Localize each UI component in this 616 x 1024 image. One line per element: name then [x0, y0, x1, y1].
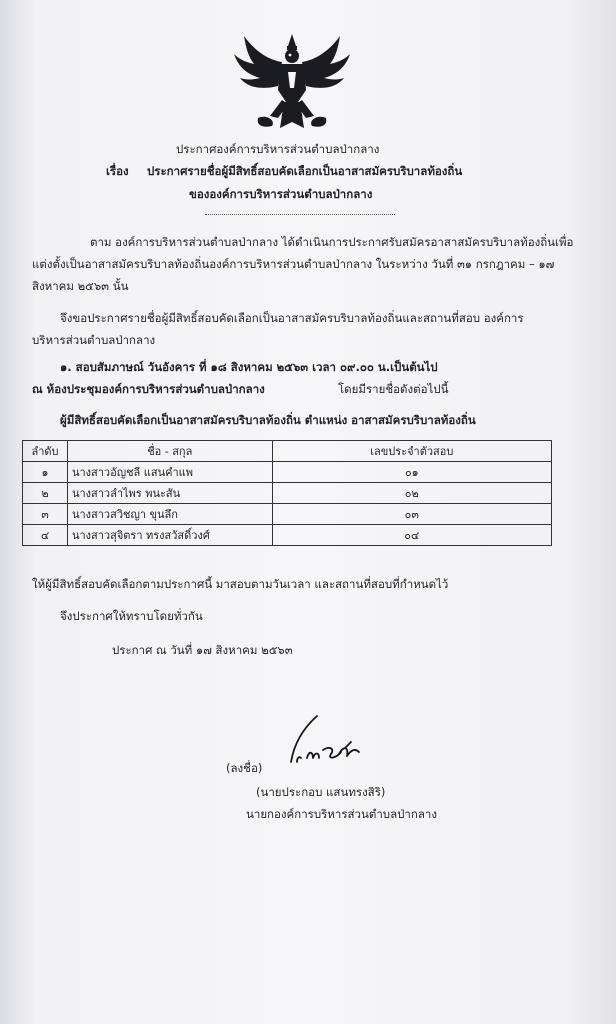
paragraph-2-line-2: บริหารส่วนตำบลป่ากลาง	[32, 333, 156, 347]
subject-title-line2: ขององค์การบริหารส่วนตำบลป่ากลาง	[189, 187, 373, 201]
subject-title: ประกาศรายชื่อผู้มีสิทธิ์สอบคัดเลือกเป็นอาสาสมัครบริบาลท้องถิ่น	[147, 164, 463, 178]
sign-label: (ลงชื่อ)	[226, 761, 263, 775]
closing-instruction: ให้ผู้มีสิทธิ์สอบคัดเลือกตามประกาศนี้ มาสอบตามวันเวลา และสถานที่สอบที่กำหนดไว้	[32, 577, 449, 591]
announcement-date: ประกาศ ณ วันที่ ๑๗ สิงหาคม ๒๕๖๓	[112, 643, 293, 657]
handwritten-signature	[283, 712, 363, 770]
cell-order: ๔	[23, 525, 68, 546]
cell-exam-id: ๐๔	[272, 525, 551, 546]
table-row	[23, 483, 552, 504]
exam-venue: ณ ห้องประชุมองค์การบริหารส่วนตำบลป่ากลาง	[32, 382, 265, 396]
cell-exam-id: ๐๑	[272, 462, 551, 483]
col-header-exam-id: เลขประจำตัวสอบ	[272, 441, 551, 462]
exam-venue-suffix: โดยมีรายชื่อดังต่อไปนี้	[338, 382, 449, 396]
paragraph-1-line-3: สิงหาคม ๒๕๖๓ นั้น	[32, 279, 129, 293]
cell-order: ๒	[23, 483, 68, 504]
table-header-row	[23, 441, 552, 462]
candidate-table	[22, 440, 552, 546]
cell-name: นางสาวลำไพร พนะสัน	[67, 483, 272, 504]
exam-schedule: ๑. สอบสัมภาษณ์ วันอังคาร ที่ ๑๘ สิงหาคม ๒๕๖๓ เวลา ๐๙.๐๐ น.เป็นต้นไป	[60, 360, 438, 374]
cell-exam-id: ๐๓	[272, 504, 551, 525]
closing-announcement: จึงประกาศให้ทราบโดยทั่วกัน	[60, 609, 203, 623]
issuer-line: ประกาศองค์การบริหารส่วนตำบลป่ากลาง	[176, 142, 380, 156]
cell-name: นางสาวอัญชลี แสนคำแพ	[67, 462, 272, 483]
cell-exam-id: ๐๒	[272, 483, 551, 504]
paragraph-1-line-1: ตาม องค์การบริหารส่วนตำบลป่ากลาง ได้ดำเนินการประกาศรับสมัครอาสาสมัครบริบาลท้องถิ่นเพื่อ	[90, 235, 574, 249]
table-row	[23, 525, 552, 546]
signer-title: นายกองค์การบริหารส่วนตำบลป่ากลาง	[246, 807, 437, 821]
cell-name: นางสาวสวิชญา ขุนลึก	[67, 504, 272, 525]
cell-order: ๑	[23, 462, 68, 483]
paragraph-2-line-1: จึงขอประกาศรายชื่อผู้มีสิทธิ์สอบคัดเลือกเป็นอาสาสมัครบริบาลท้องถิ่นและสถานที่สอบ องค์การ	[60, 311, 524, 325]
col-header-order: ลำดับ	[23, 441, 68, 462]
table-title: ผู้มีสิทธิ์สอบคัดเลือกเป็นอาสาสมัครบริบาลท้องถิ่น ตำแหน่ง อาสาสมัครบริบาลท้องถิ่น	[60, 413, 476, 427]
header-divider	[205, 214, 395, 215]
subject-label: เรื่อง	[106, 164, 129, 178]
signer-name: (นายประกอบ แสนทรงสิริ)	[256, 785, 386, 799]
paragraph-1-line-2: แต่งตั้งเป็นอาสาสมัครบริบาลท้องถิ่นองค์การบริหารส่วนตำบลป่ากลาง ในระหว่าง วันที่ ๓๑ กรกฎาคม – ๑๗	[32, 257, 555, 271]
col-header-name: ชื่อ - สกุล	[67, 441, 272, 462]
table-row	[23, 504, 552, 525]
garuda-emblem-icon	[232, 32, 352, 132]
table-row	[23, 462, 552, 483]
cell-order: ๓	[23, 504, 68, 525]
cell-name: นางสาวสุจิตรา ทรงสวัสดิ์วงศ์	[67, 525, 272, 546]
